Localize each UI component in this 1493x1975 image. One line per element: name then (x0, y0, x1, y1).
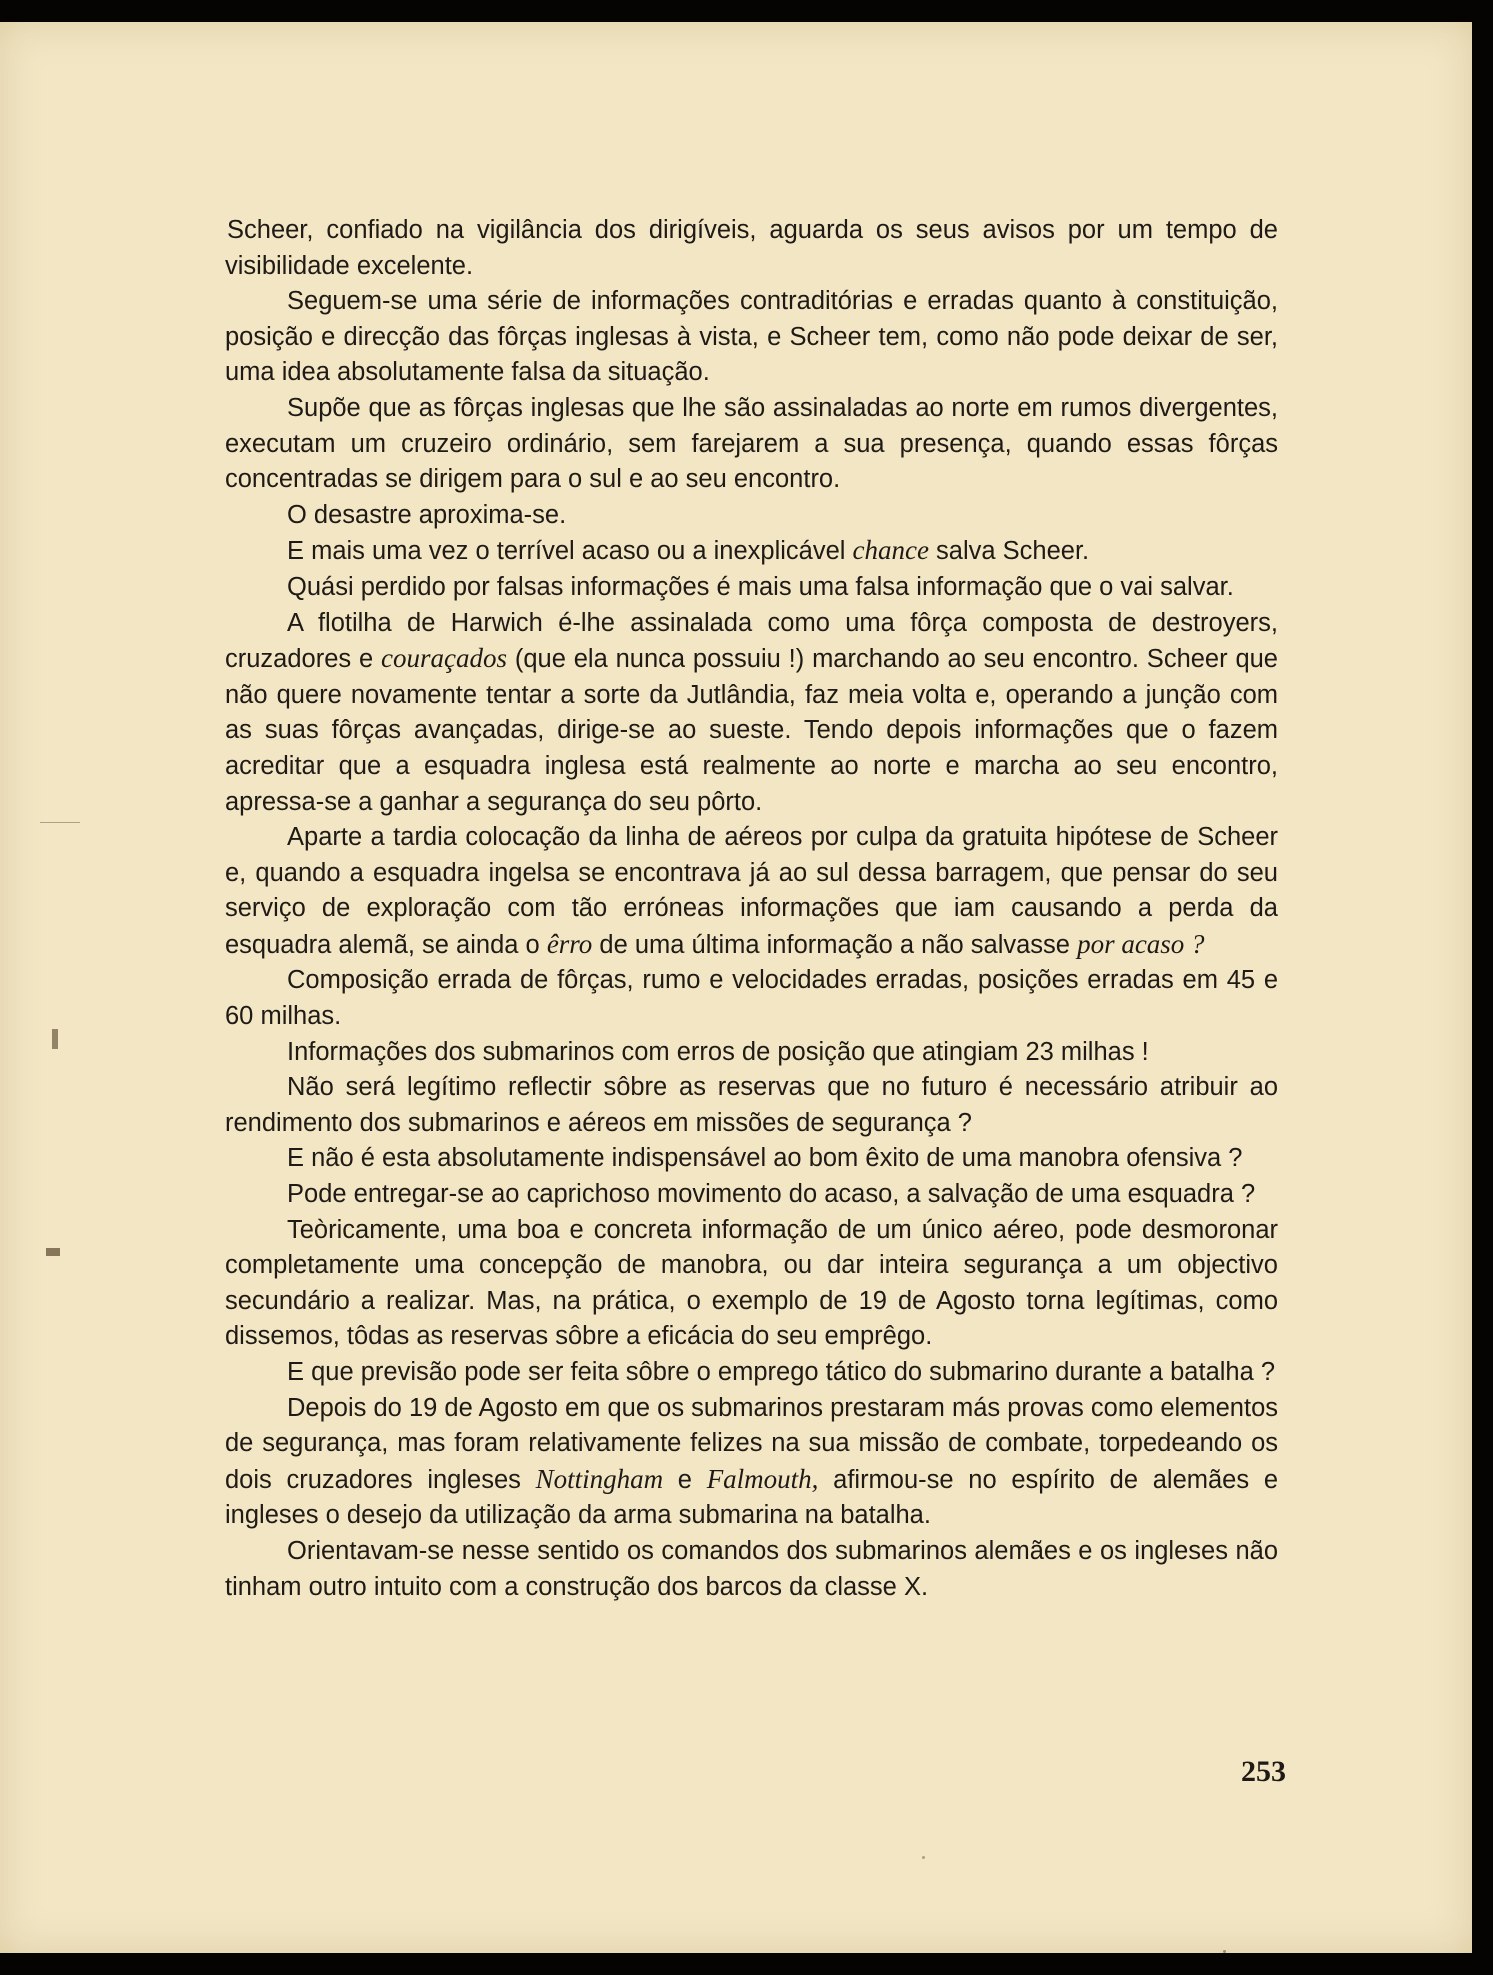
text-run: Composição errada de fôrças, rumo e velocidades erradas, posições erradas em 45 e 60 milhas. (225, 966, 1278, 1031)
paragraph (225, 820, 1278, 963)
text-run: Aparte a tardia colocação da linha de aéreos por culpa da gratuita hipótese de Scheer e, quando a esquadra ingelsa se encontrava já ao sul dessa barragem, que pensar do seu serviço de exploração com tão erróneas informações que iam causando a perda da esquadra alemã, se ainda o (225, 823, 1278, 959)
paragraph (225, 1391, 1278, 1534)
paper-mark (46, 1248, 60, 1256)
paragraph (225, 1355, 1278, 1391)
italic-run: couraçados (381, 643, 507, 674)
italic-run: por acaso ? (1077, 928, 1205, 959)
paper-mark (40, 822, 80, 823)
paragraph (225, 213, 1278, 284)
text-run: de uma última informação a não salvasse (592, 930, 1078, 959)
text-run: salva Scheer. (928, 537, 1090, 566)
paragraph (225, 963, 1278, 1034)
page-number: 253 (1241, 1755, 1286, 1788)
paragraph (225, 1070, 1278, 1141)
text-run: Quási perdido por falsas informações é mais uma falsa informação que o vai salvar. (287, 572, 1234, 601)
paper-mark (52, 1029, 58, 1049)
text-run: A flotilha de Harwich é-lhe assinalada como uma fôrça composta de destroyers, cruzadores e (225, 608, 1278, 674)
text-run: E que previsão pode ser feita sôbre o emprego tático do submarino durante a batalha ? (287, 1358, 1276, 1386)
paragraph (225, 498, 1278, 534)
text-run: Supõe que as fôrças inglesas que lhe são assinaladas ao norte em rumos divergentes, executam um cruzeiro ordinário, sem farejarem a sua presença, quando essas fôrças concentradas se dirigem para o sul e ao seu encontro. (225, 393, 1278, 494)
italic-run: Nottingham (535, 1463, 664, 1494)
italic-run: Falmouth, (706, 1463, 819, 1494)
paragraph (225, 570, 1278, 606)
text-run: (que ela nunca possuiu !) marchando ao seu encontro. Scheer que não quere novamente tentar a sorte da Jutlândia, faz meia volta e, operando a junção com as suas fôrças avançadas, dirige-se ao sueste. Tendo depois informações que o fazem acreditar que a esquadra inglesa está realmente ao norte e marcha ao seu encontro, apressa-se a ganhar a segurança do seu pôrto. (225, 645, 1278, 816)
paragraph (225, 1213, 1278, 1355)
paragraph (225, 1141, 1278, 1177)
text-run: E mais uma vez o terrível acaso ou a inexplicável (287, 537, 853, 566)
document-page (0, 22, 1472, 1953)
paragraph (225, 1177, 1278, 1213)
text-run: Pode entregar-se ao caprichoso movimento do acaso, a salvação de uma esquadra ? (287, 1180, 1256, 1209)
text-run: Informações dos submarinos com erros de posição que atingiam 23 milhas ! (287, 1037, 1149, 1066)
body-text (225, 213, 1278, 1605)
text-run: Seguem-se uma série de informações contraditórias e erradas quanto à constituição, posição e direcção das fôrças inglesas à vista, e Scheer tem, como não pode deixar de ser, uma idea absolutamente falsa da situação. (225, 287, 1278, 387)
text-run: Depois do 19 de Agosto em que os submarinos prestaram más provas como elementos de segurança, mas foram relativamente felizes na sua missão de combate, torpedeando os dois cruzadores ingleses (225, 1393, 1278, 1494)
text-run: Não será legítimo reflectir sôbre as reservas que no futuro é necessário atribuir ao rendimento dos submarinos e aéreos em missões de segurança ? (225, 1073, 1278, 1137)
text-run: Teòricamente, uma boa e concreta informação de um único aéreo, pode desmoronar completamente uma concepção de manobra, ou dar inteira segurança a um objectivo secundário a realizar. Mas, na prática, o exemplo de 19 de Agosto torna legítimas, como dissemos, tôdas as reservas sôbre a eficácia do seu emprêgo. (225, 1215, 1278, 1351)
paper-speck (1223, 1950, 1226, 1953)
paragraph (225, 391, 1278, 498)
text-run: O desastre aproxima-se. (287, 500, 567, 529)
paragraph (225, 606, 1278, 821)
text-run: Orientavam-se nesse sentido os comandos dos submarinos alemães e os ingleses não tinham outro intuito com a construção dos barcos da classe X. (225, 1536, 1278, 1601)
text-run: afirmou-se no espírito de alemães e ingleses o desejo da utilização da arma submarina na batalha. (225, 1465, 1278, 1530)
paragraph (225, 533, 1278, 570)
paragraph (225, 1534, 1278, 1605)
paragraph (225, 1035, 1278, 1071)
text-run: Scheer, confiado na vigilância dos dirigíveis, aguarda os seus avisos por um tempo de visibilidade excelente. (225, 216, 1278, 280)
italic-run: chance (852, 535, 929, 566)
text-run: E não é esta absolutamente indispensável ao bom êxito de uma manobra ofensiva ? (287, 1144, 1243, 1173)
paper-speck (922, 1856, 925, 1859)
italic-run: êrro (546, 928, 593, 959)
paragraph (225, 284, 1278, 391)
text-run: e (663, 1465, 707, 1494)
